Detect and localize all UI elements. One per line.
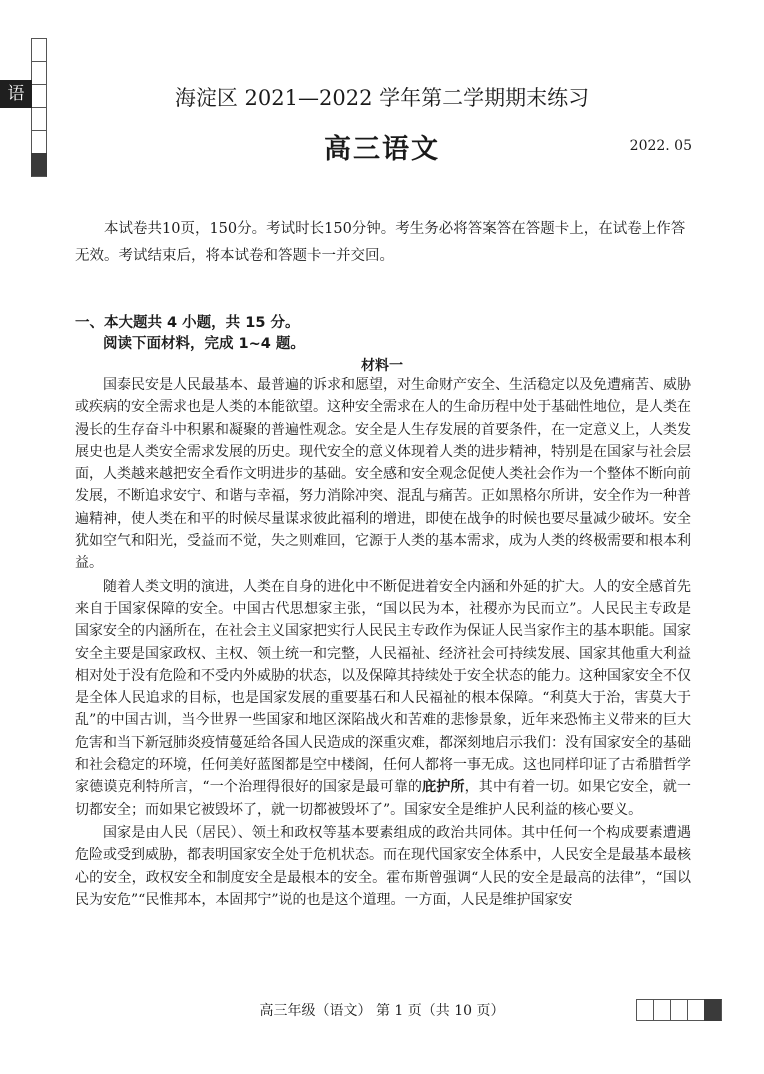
subject-title: 高三语文	[324, 134, 440, 165]
exam-instructions: 本试卷共10页，150分。考试时长150分钟。考生务必将答案答在答题卡上，在试卷上作答无效。考试结束后，将本试卷和答题卡一并交回。	[75, 221, 686, 264]
paragraph-2-emphasis: 庇护所	[422, 779, 465, 796]
paragraph-3: 国家是由人民（居民）、领土和政权等基本要素组成的政治共同体。其中任何一个构成要素遭遇危险或受到威胁，都表明国家安全处于危机状态。而在现代国家安全体系中，人民安全是最基本最核心的安全，政权安全和制度安全是最根本的安全。霍布斯曾强调“人民的安全是最高的法律”，“国以民为安危”“民惟邦本，本固邦宁”说的也是这个道理。一方面，人民是维护国家安	[75, 824, 691, 908]
section-heading: 一、本大题共 4 小题，共 15 分。	[75, 315, 300, 331]
paragraph-2-text-after: ，其中有着一切。如果它安全，就一切都安全；而如果它被毁坏了，就一切都被毁坏了”。国家安全是维护人民利益的核心要义。	[75, 779, 692, 818]
subject-side-tab: 语	[0, 80, 32, 108]
tab-marker-box	[31, 38, 47, 61]
paragraph-2-text-before: 随着人类文明的演进，人类在自身的进化中不断促进着安全内涵和外延的扩大。人的安全感首先来自于国家保障的安全。中国古代思想家主张，“国以民为本，社稷亦为民而立”。人民民主专政是国家安全的内涵所在，在社会主义国家把实行人民民主专政作为保证人民当家作主的基本职能。国家安全主要是国家政权、主权、领土统一和完整，人民福祉、经济社会可持续发展、国家其他重大利益相对处于没有危险和不受内外威胁的状态，以及保障其持续处于安全状态的能力。这种国家安全不仅是全体人民追求的目标，也是国家发展的重要基石和人民福祉的根本保障。“利莫大于治，害莫大于乱”的中国古训，当今世界一些国家和地区深陷战火和苦难的悲惨景象，近年来恐怖主义带来的巨大危害和当下新冠肺炎疫情蔓延给各国人民造成的深重灾难，都深刻地启示我们：没有国家安全的基础和社会稳定的环境，任何美好蓝图都是空中楼阁，任何人都将一事无成。这也同样印证了古希腊哲学家德谟克利特所言，“一个治理得很好的国家是最可靠的	[75, 578, 691, 796]
tab-marker-box	[31, 61, 47, 84]
footer-marker-boxes	[636, 999, 722, 1021]
section-subheading: 阅读下面材料，完成 1~4 题。	[103, 336, 305, 352]
footer-marker-box	[670, 999, 687, 1021]
reading-material	[75, 374, 691, 912]
paragraph-1: 国泰民安是人民最基本、最普遍的诉求和愿望，对生命财产安全、生活稳定以及免遭痛苦、威胁或疾病的安全需求也是人类的本能欲望。这种安全需求在人的生命历程中处于基础性地位，是人类在漫长的生存奋斗中积累和凝聚的普遍性观念。安全是人生存发展的首要条件，在一定意义上，人类发展史也是人类安全需求发展的历史。现代安全的意义体现着人类的进步精神，特别是在国家与社会层面，人类越来越把安全看作文明进步的基础。安全感和安全观念促使人类社会作为一个整体不断向前发展，不断追求安宁、和谐与幸福，努力消除冲突、混乱与痛苦。正如黑格尔所讲，安全作为一种普遍精神，使人类在和平的时候尽量谋求彼此福利的增进，即使在战争的时候也要尽量减少破坏。安全犹如空气和阳光，受益而不觉，失之则难回，它源于人类的基本需求，成为人类的终极需要和根本利益。	[75, 377, 691, 572]
footer-marker-box	[636, 999, 653, 1021]
page-footer: 高三年级（语文） 第 1 页（共 10 页）	[259, 1003, 505, 1019]
footer-marker-box-filled	[704, 999, 722, 1021]
paragraph-2	[75, 576, 691, 821]
exam-date: 2022. 05	[629, 138, 692, 154]
material-title: 材料一	[361, 358, 403, 374]
footer-marker-box	[687, 999, 704, 1021]
footer-marker-box	[653, 999, 670, 1021]
exam-name: 海淀区 2021—2022 学年第二学期期末练习	[174, 86, 590, 110]
